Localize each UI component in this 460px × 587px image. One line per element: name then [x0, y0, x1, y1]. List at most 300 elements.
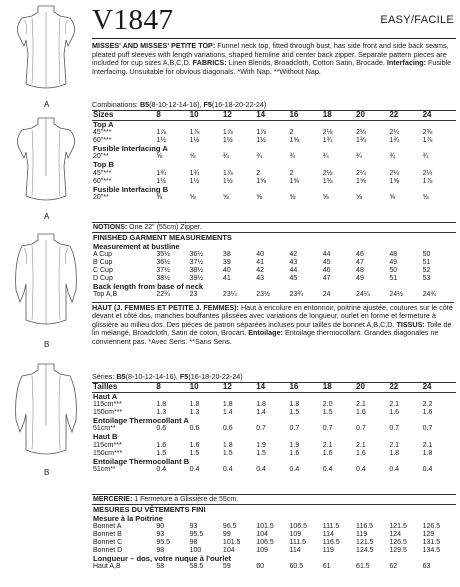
- table-cell: 39½: [189, 275, 204, 283]
- table-cell: ⅝: [356, 193, 362, 201]
- table-cell: 51: [422, 259, 431, 267]
- entoilage-label: Entoilage:: [248, 328, 283, 338]
- table-cell: 1½: [156, 177, 167, 185]
- size-header-cell: 24: [423, 111, 456, 121]
- table-cell: 45: [289, 275, 298, 283]
- table-cell: 1⅞: [222, 129, 233, 137]
- table-cell: 98: [156, 547, 165, 555]
- table-cell: 47: [356, 259, 364, 267]
- table-cell: ¾: [222, 153, 229, 161]
- table-section-row: [92, 186, 456, 194]
- table-cell: ¾: [422, 153, 429, 161]
- table-cell: 0.4: [289, 465, 300, 473]
- table-cell: 44: [322, 251, 331, 258]
- table-cell: 36½: [156, 259, 170, 267]
- table-cell: 116.5: [356, 523, 374, 530]
- description-title: MISSES' AND MISSES' PETITE TOP:: [92, 41, 216, 50]
- table-cell: 106.5: [256, 539, 274, 547]
- table-cell: 0.4: [356, 465, 366, 473]
- table-cell: 1.6: [289, 449, 300, 457]
- notions-english: [92, 222, 456, 233]
- table-cell: 0.4: [256, 465, 266, 473]
- table-cell: 1¾: [156, 169, 167, 177]
- table-cell: 1⅝: [256, 177, 266, 185]
- table-cell: 0.7: [322, 425, 333, 433]
- size-header-cell: 22: [389, 111, 422, 121]
- table-cell: 0.4: [189, 465, 200, 473]
- table-section-label: Top B: [93, 160, 114, 170]
- table-cell: 49: [356, 275, 364, 283]
- table-cell: 98: [189, 539, 198, 547]
- table-cell: 1.5: [189, 449, 200, 457]
- table-row-label: 150cm***: [93, 409, 123, 417]
- table-cell: 109: [256, 547, 268, 555]
- table-cell: 46: [322, 267, 331, 275]
- notions-text: One 22" (55cm) Zipper.: [127, 224, 202, 231]
- table-row-label: 51cm**: [93, 465, 116, 473]
- view-b-label: B: [44, 340, 50, 349]
- table-cell: 90: [156, 523, 165, 530]
- table-row: [92, 194, 456, 202]
- table-cell: 1.6: [356, 409, 366, 417]
- table-cell: ¾: [389, 153, 396, 161]
- table-cell: 36½: [189, 251, 204, 258]
- table-row-label: 60"***: [93, 137, 112, 145]
- table-cell: 43: [289, 259, 298, 267]
- size-header-cell: 20: [356, 111, 389, 121]
- table-cell: 50: [389, 267, 398, 275]
- table-cell: 116.5: [322, 539, 340, 547]
- table-row: [92, 523, 456, 531]
- combinations-french: [92, 372, 243, 381]
- size-header-cell: 10: [190, 111, 223, 121]
- table-cell: 1.8: [222, 401, 233, 409]
- table-cell: 121.5: [356, 539, 374, 547]
- measurements-subtitle-french: Mesure à la Poitrine: [93, 514, 163, 523]
- size-header-cell: 10: [190, 383, 223, 393]
- table-cell: 51: [389, 275, 398, 283]
- view-a-label: A: [44, 100, 50, 109]
- view-b-back-label: B: [44, 468, 50, 477]
- table-cell: 2.1: [389, 441, 400, 449]
- table-cell: 58: [156, 563, 165, 571]
- table-cell: 99: [222, 531, 231, 539]
- combinations-label: Combinations:: [92, 100, 140, 109]
- table-cell: 45: [322, 259, 331, 267]
- table-section-label: Haut B: [93, 432, 118, 442]
- table-cell: ⅝: [322, 193, 329, 201]
- notions-label: NOTIONS:: [93, 224, 128, 231]
- table-row: [92, 153, 456, 161]
- table-row: [92, 401, 456, 409]
- size-header-row: [92, 383, 456, 393]
- table-cell: 43: [256, 275, 264, 283]
- table-cell: 2.1: [422, 441, 433, 449]
- size-header-cell: 22: [389, 383, 422, 393]
- table-cell: ⅝: [189, 193, 196, 201]
- table-cell: ¾: [289, 153, 296, 161]
- tissus-text: Toile de lin mélangé, Broadcloth, Satin de coton, Brocart.: [92, 319, 452, 338]
- table-cell: 1½: [256, 137, 266, 145]
- table-row: [92, 251, 456, 259]
- table-cell: 131.5: [422, 539, 441, 547]
- table-cell: 23½: [256, 291, 270, 299]
- table-section-label: Entoilage Thermocollant A: [93, 416, 189, 426]
- table-cell: 96.5: [222, 523, 237, 530]
- size-header-cell: 14: [256, 383, 289, 393]
- table-cell: 95.5: [156, 539, 170, 547]
- table-row-label: 115cm***: [93, 401, 122, 409]
- size-header-cell: 18: [323, 111, 356, 121]
- table-cell: 47: [322, 275, 331, 283]
- table-row: [92, 259, 456, 267]
- table-cell: 1.4: [256, 409, 266, 417]
- table-cell: 1.4: [222, 409, 233, 417]
- table-cell: 93: [189, 523, 198, 530]
- table-cell: 2: [289, 169, 294, 177]
- measurements-title-english: FINISHED GARMENT MEASUREMENTS: [93, 233, 232, 242]
- table-cell: 1.3: [189, 409, 200, 417]
- table-cell: 1⅝: [289, 137, 300, 145]
- table-cell: 50: [422, 251, 431, 258]
- size-header-cell: 14: [256, 111, 289, 121]
- table-cell: 42: [289, 251, 298, 258]
- table-cell: 38½: [189, 267, 204, 275]
- table-cell: 2.1: [356, 441, 366, 449]
- table-cell: ⅝: [189, 153, 196, 161]
- table-row-label: D Cup: [93, 275, 113, 283]
- table-cell: 23: [189, 291, 198, 299]
- table-section-row: [92, 121, 456, 130]
- table-cell: 1.6: [322, 449, 333, 457]
- table-row-label: Bonnet B: [93, 531, 122, 539]
- table-cell: 126.5: [389, 539, 407, 547]
- table-cell: 1½: [189, 137, 200, 145]
- table-cell: ⅝: [156, 153, 163, 161]
- table-cell: 63: [422, 563, 431, 571]
- table-row: [92, 170, 456, 178]
- table-section-row: [92, 145, 456, 153]
- table-section-row: [92, 555, 456, 563]
- table-row: [92, 466, 456, 474]
- table-cell: 40: [222, 267, 231, 275]
- header-divider: [92, 38, 456, 39]
- table-cell: ¾: [322, 153, 329, 161]
- table-row: [92, 291, 456, 299]
- table-section-label: Fusible Interfacing A: [93, 144, 168, 154]
- description-french: [92, 302, 454, 346]
- difficulty-level: EASY/FACILE: [380, 14, 454, 26]
- combo-f5-code: F5: [203, 100, 212, 109]
- table-cell: ⅝: [256, 193, 263, 201]
- view-a-front-illustration: [10, 4, 82, 96]
- table-cell: 1½: [222, 137, 233, 145]
- fabrics-text: Linen Blends, Broadcloth, Cotton Satin, Brocade.: [226, 58, 387, 68]
- mercerie-text: 1 Fermeture à Glissière de 55cm.: [132, 496, 239, 503]
- table-cell: 0.7: [422, 425, 433, 433]
- table-cell: 60.5: [289, 563, 304, 571]
- table-cell: 37½: [189, 259, 204, 267]
- table-cell: 2.1: [389, 401, 400, 409]
- illustrations-column: [0, 0, 92, 587]
- table-row-label: Bonnet D: [93, 547, 123, 555]
- table-cell: ¾: [256, 153, 263, 161]
- table-row-label: Haut A,B: [93, 563, 121, 571]
- table-cell: 48: [356, 267, 364, 275]
- table-cell: 0.4: [322, 465, 333, 473]
- table-cell: 1⅝: [356, 177, 366, 185]
- table-section-row: [92, 417, 456, 425]
- table-cell: 111.5: [322, 523, 340, 530]
- table-row-label: Bonnet C: [93, 539, 123, 547]
- table-cell: 2.1: [322, 441, 333, 449]
- size-header-cell: 8: [156, 383, 189, 393]
- table-cell: 24¾: [422, 291, 437, 299]
- table-cell: 100: [189, 547, 202, 555]
- table-cell: 1⅞: [422, 177, 433, 185]
- table-section-label: Fusible Interfacing B: [93, 184, 169, 194]
- table-cell: 1⅞: [156, 129, 167, 137]
- table-cell: 1.6: [189, 441, 200, 449]
- table-cell: 1.6: [389, 409, 400, 417]
- table-cell: 2⅛: [322, 169, 333, 177]
- table-cell: 1½: [189, 177, 200, 185]
- table-row: [92, 563, 456, 571]
- table-cell: 35½: [156, 251, 170, 258]
- measurements-title-french: MESURES DU VÊTEMENTS FINI: [93, 505, 206, 514]
- table-row-label: 45"***: [93, 129, 112, 137]
- table-cell: 2¼: [356, 129, 366, 137]
- table-cell: 1.8: [389, 449, 400, 457]
- table-section-row: [92, 161, 456, 169]
- description-fr-body: Haut à encolure en entonnoir, poitrine ajustée, coutures sur le côté devant et côté dos, manches bouffantes plissées avec variations de longueur, ourlet en forme et fermeture à glissière au milieu dos. Des pièces de patron séparées incluses pour tailles de bonnet A,B,C,D.: [92, 303, 453, 329]
- table-cell: 24¼: [356, 291, 370, 299]
- series-f5-code: F5: [179, 372, 189, 381]
- table-row-label: Top A,B: [93, 291, 118, 299]
- table-row-label: 51cm**: [93, 425, 116, 433]
- table-cell: 104: [256, 531, 268, 539]
- table-cell: 2.1: [356, 401, 366, 409]
- table-row: [92, 539, 456, 547]
- table-cell: 1.6: [422, 409, 433, 417]
- table-cell: 2¼: [422, 169, 433, 177]
- table-cell: 44: [289, 267, 298, 275]
- table-cell: 1.6: [356, 449, 366, 457]
- table-cell: 37½: [156, 267, 170, 275]
- table-cell: 2¼: [389, 169, 400, 177]
- table-cell: 2¼: [356, 169, 366, 177]
- table-cell: 101.5: [256, 523, 274, 530]
- table-cell: 1.5: [322, 409, 333, 417]
- combo-b5-code: B5: [139, 100, 150, 109]
- table-cell: 1.8: [289, 401, 300, 409]
- table-cell: 1.8: [422, 449, 433, 457]
- table-cell: 39: [222, 259, 231, 267]
- table-cell: 61: [322, 563, 331, 571]
- table-cell: 129.5: [389, 547, 407, 555]
- size-header-cell: 16: [289, 111, 322, 121]
- view-a-back-illustration: [10, 116, 82, 208]
- series-b5-sizes: (8-10-12-14-16),: [125, 372, 180, 381]
- table-cell: 1.6: [156, 441, 167, 449]
- table-cell: 119: [322, 547, 334, 555]
- size-header-cell: 18: [323, 383, 356, 393]
- yardage-table-english: [92, 110, 456, 202]
- combo-f5-sizes: (16-18-20-22-24): [211, 100, 267, 109]
- table-cell: 124.5: [356, 547, 374, 555]
- entoilage-text: Entoilage thermocollant. Grandes diagonales ne conviennent pas. *Avec Sens. **Sans Sens.: [92, 328, 439, 346]
- table-cell: 1.5: [156, 449, 167, 457]
- table-section-row: [92, 393, 456, 402]
- table-cell: 93: [156, 531, 165, 539]
- table-cell: ⅝: [156, 193, 163, 201]
- table-cell: 1.8: [156, 401, 167, 409]
- table-cell: 109: [289, 531, 302, 539]
- table-cell: 2⅜: [422, 129, 433, 137]
- table-cell: 2⅛: [322, 129, 333, 137]
- table-row: [92, 129, 456, 137]
- measurements-table-english: [92, 251, 456, 300]
- table-cell: 114: [322, 531, 334, 539]
- table-cell: 23¼: [222, 291, 237, 299]
- notions-french: [92, 494, 456, 505]
- view-b-front-illustration: [8, 232, 84, 332]
- table-cell: 1.8: [256, 401, 266, 409]
- table-cell: 2¼: [389, 129, 400, 137]
- table-row-label: 20"**: [93, 193, 109, 201]
- view-a-back-label: A: [44, 212, 50, 221]
- table-cell: 58.5: [189, 563, 204, 571]
- table-cell: 124: [389, 531, 402, 539]
- series-label: Séries:: [92, 372, 117, 381]
- table-cell: 119: [356, 531, 368, 539]
- table-cell: 1½: [156, 137, 167, 145]
- table-cell: 49: [389, 259, 398, 267]
- combo-b5-sizes: (8-10-12-14-16),: [149, 100, 204, 109]
- table-cell: 40: [256, 251, 264, 258]
- table-cell: 0.4: [389, 465, 400, 473]
- table-row-label: 45"***: [93, 169, 112, 177]
- table-cell: 62: [389, 563, 398, 571]
- table-cell: 1.5: [222, 449, 233, 457]
- table-cell: 1¾: [189, 169, 200, 177]
- table-row-label: 115cm***: [93, 441, 122, 449]
- table-cell: 134.5: [422, 547, 441, 555]
- table-cell: 114: [289, 547, 301, 555]
- table-cell: 2: [256, 169, 261, 177]
- table-section-label: Back length from base of neck: [93, 282, 204, 292]
- table-cell: 0.4: [222, 465, 233, 473]
- table-cell: 2.2: [422, 401, 433, 409]
- table-cell: 24½: [389, 291, 403, 299]
- table-row-label: 150cm***: [93, 449, 123, 457]
- pattern-number: V1847: [92, 4, 174, 36]
- sizes-label: Tailles: [92, 383, 156, 393]
- table-cell: 1.5: [256, 449, 266, 457]
- table-row-label: Bonnet A: [93, 523, 122, 530]
- size-header-cell: 12: [223, 111, 256, 121]
- table-cell: ⅝: [289, 193, 296, 201]
- interfacing-text: Fusible Interfacing. Unsuitable for obvious diagonals. *With Nap. **Without Nap.: [92, 58, 452, 76]
- table-cell: 1⅞: [256, 129, 266, 137]
- size-header-row: [92, 111, 456, 121]
- table-cell: 41: [222, 275, 231, 283]
- table-cell: 101.5: [222, 539, 241, 547]
- size-header-cell: 20: [356, 383, 389, 393]
- table-cell: 95.5: [189, 531, 204, 539]
- table-cell: 1⅞: [222, 169, 233, 177]
- table-row-label: C Cup: [93, 267, 113, 275]
- table-cell: 0.7: [289, 425, 300, 433]
- table-cell: 23¾: [289, 291, 304, 299]
- table-row: [92, 267, 456, 275]
- table-cell: 48: [389, 251, 398, 258]
- description-body: Funnel neck top, fitted through bust, has side front and side back seams, pleated puff sleeves with length variations, shaped hemline and center back zipper. Separate pattern pieces are included for cup sizes A,B,C,D.: [92, 41, 449, 68]
- table-row-label: B Cup: [93, 259, 113, 267]
- table-cell: 1¾: [322, 137, 333, 145]
- table-cell: 46: [356, 251, 364, 258]
- table-cell: 1⅞: [189, 129, 200, 137]
- table-cell: 1.9: [256, 441, 266, 449]
- table-row-label: 20"**: [93, 153, 109, 161]
- series-b5-code: B5: [116, 372, 126, 381]
- mercerie-label: MERCERIE:: [93, 496, 133, 503]
- measurements-table-french: [92, 523, 456, 572]
- table-cell: ⅝: [389, 193, 396, 201]
- table-row: [92, 442, 456, 450]
- table-cell: 53: [422, 275, 431, 283]
- table-section-row: [92, 458, 456, 466]
- table-cell: 59: [222, 563, 231, 571]
- table-cell: 24: [322, 291, 331, 299]
- table-cell: 0.4: [422, 465, 433, 473]
- size-header-cell: 24: [423, 383, 456, 393]
- table-cell: 129: [422, 531, 435, 539]
- table-cell: 1⅝: [289, 177, 300, 185]
- measurements-subtitle-english: Measurement at bustline: [93, 242, 180, 251]
- table-cell: ¾: [356, 153, 362, 161]
- table-section-label: Longueur – dos, votre nuque à l'ourlet: [93, 554, 232, 564]
- table-cell: 0.4: [156, 465, 167, 473]
- table-section-label: Haut A: [93, 392, 118, 401]
- table-cell: 1.9: [289, 441, 300, 449]
- table-cell: 0.6: [156, 425, 167, 433]
- table-section-label: Entoilage Thermocollant B: [93, 456, 190, 466]
- table-cell: 0.6: [222, 425, 233, 433]
- tissus-label: TISSUS:: [396, 319, 425, 329]
- table-cell: 1.8: [222, 441, 233, 449]
- table-section-row: [92, 433, 456, 441]
- table-cell: 0.7: [389, 425, 400, 433]
- table-cell: 1.5: [289, 409, 300, 417]
- table-row-label: 60"***: [93, 177, 112, 185]
- table-cell: 52: [422, 267, 431, 275]
- table-cell: 0.7: [256, 425, 266, 433]
- table-cell: 1½: [222, 177, 233, 185]
- table-cell: 42: [256, 267, 264, 275]
- combinations-english: [92, 100, 266, 109]
- table-cell: 0.6: [189, 425, 200, 433]
- size-header-cell: 16: [289, 383, 322, 393]
- interfacing-label: Interfacing:: [386, 58, 426, 68]
- table-cell: 1.3: [156, 409, 167, 417]
- fabrics-label: FABRICS:: [192, 58, 227, 68]
- table-cell: 111.5: [289, 539, 306, 547]
- table-row: [92, 425, 456, 433]
- table-cell: ⅝: [222, 193, 229, 201]
- table-cell: 1.8: [189, 401, 200, 409]
- table-section-label: Top A: [93, 120, 114, 129]
